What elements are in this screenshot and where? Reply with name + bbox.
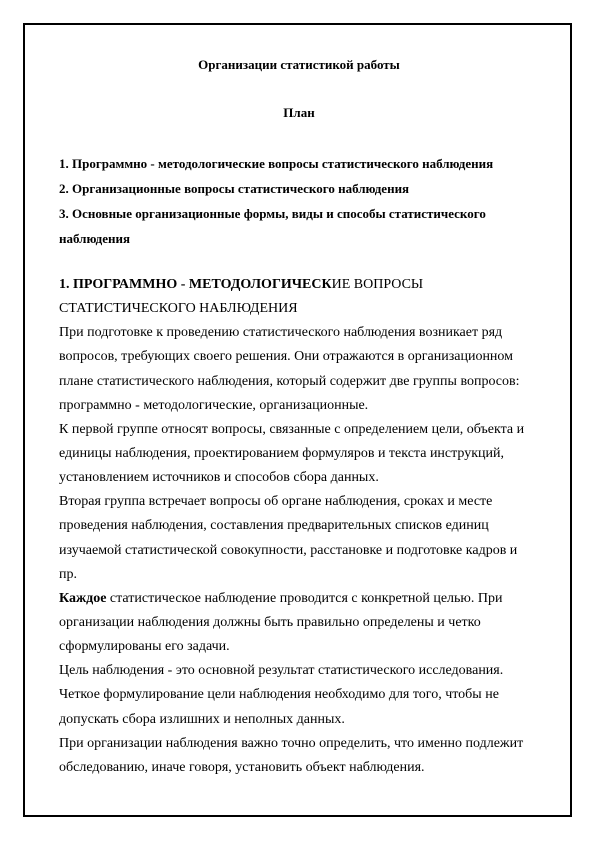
- paragraph-line: единицы наблюдения, проектированием формуляров и текста инструкций,: [59, 445, 505, 461]
- paragraph-line: проведения наблюдения, составления предварительных списков единиц: [59, 518, 489, 534]
- paragraph-line: плане статистического наблюдения, который содержит две группы вопросов:: [59, 373, 520, 389]
- kazhdoe-rest: статистическое наблюдение проводится с конкретной целью. При: [106, 590, 503, 606]
- section-heading-bold: 1. ПРОГРАММНО - МЕТОДОЛОГИЧЕСК: [59, 277, 332, 292]
- paragraph-line: Цель наблюдения - это основной результат статистического исследования.: [59, 663, 504, 679]
- paragraph-line: К первой группе относят вопросы, связанные с определением цели, объекта и: [59, 421, 525, 437]
- paragraph-line: допускать сбора излишних и неполных данных.: [59, 711, 345, 727]
- paragraph-line: изучаемой статистической совокупности, расстановке и подготовке кадров и: [59, 542, 518, 558]
- paragraph-line: [59, 587, 539, 611]
- document-title: Организации статистикой работы: [198, 57, 400, 72]
- paragraph-line: организации наблюдения должны быть правильно определены и четко: [59, 614, 481, 630]
- paragraph-line: обследованию, иначе говоря, установить объект наблюдения.: [59, 759, 425, 775]
- paragraph-line: установлением источников и способов сбора данных.: [59, 470, 379, 486]
- plan-item: 3. Основные организационные формы, виды и способы статистического: [59, 206, 486, 221]
- plan-item: наблюдения: [59, 231, 131, 246]
- plan-item: 1. Программно - методологические вопросы статистического наблюдения: [59, 156, 494, 171]
- paragraph-line: При организации наблюдения важно точно определить, что именно подлежит: [59, 735, 524, 751]
- body-text: [59, 273, 539, 780]
- paragraph-line: Вторая группа встречает вопросы об органе наблюдения, сроках и месте: [59, 494, 493, 510]
- paragraph-line: пр.: [59, 566, 77, 582]
- paragraph-line: вопросов, требующих своего решения. Они отражаются в организационном: [59, 349, 514, 365]
- section-heading-line-2: СТАТИСТИЧЕСКОГО НАБЛЮДЕНИЯ: [59, 301, 298, 317]
- paragraph-line: При подготовке к проведению статистического наблюдения возникает ряд: [59, 325, 503, 341]
- plan-list: [59, 151, 539, 251]
- paragraph-line: программно - методологические, организационные.: [59, 397, 369, 413]
- section-heading-line-1: [59, 273, 539, 297]
- paragraph-line: сформулированы его задачи.: [59, 639, 230, 655]
- kazhdoe-bold: Каждое: [59, 590, 107, 606]
- plan-heading: План: [283, 105, 315, 120]
- plan-item: 2. Организационные вопросы статистического наблюдения: [59, 181, 410, 196]
- section-heading-normal: ИЕ ВОПРОСЫ: [331, 277, 424, 292]
- paragraph-line: Четкое формулирование цели наблюдения необходимо для того, чтобы не: [59, 687, 499, 703]
